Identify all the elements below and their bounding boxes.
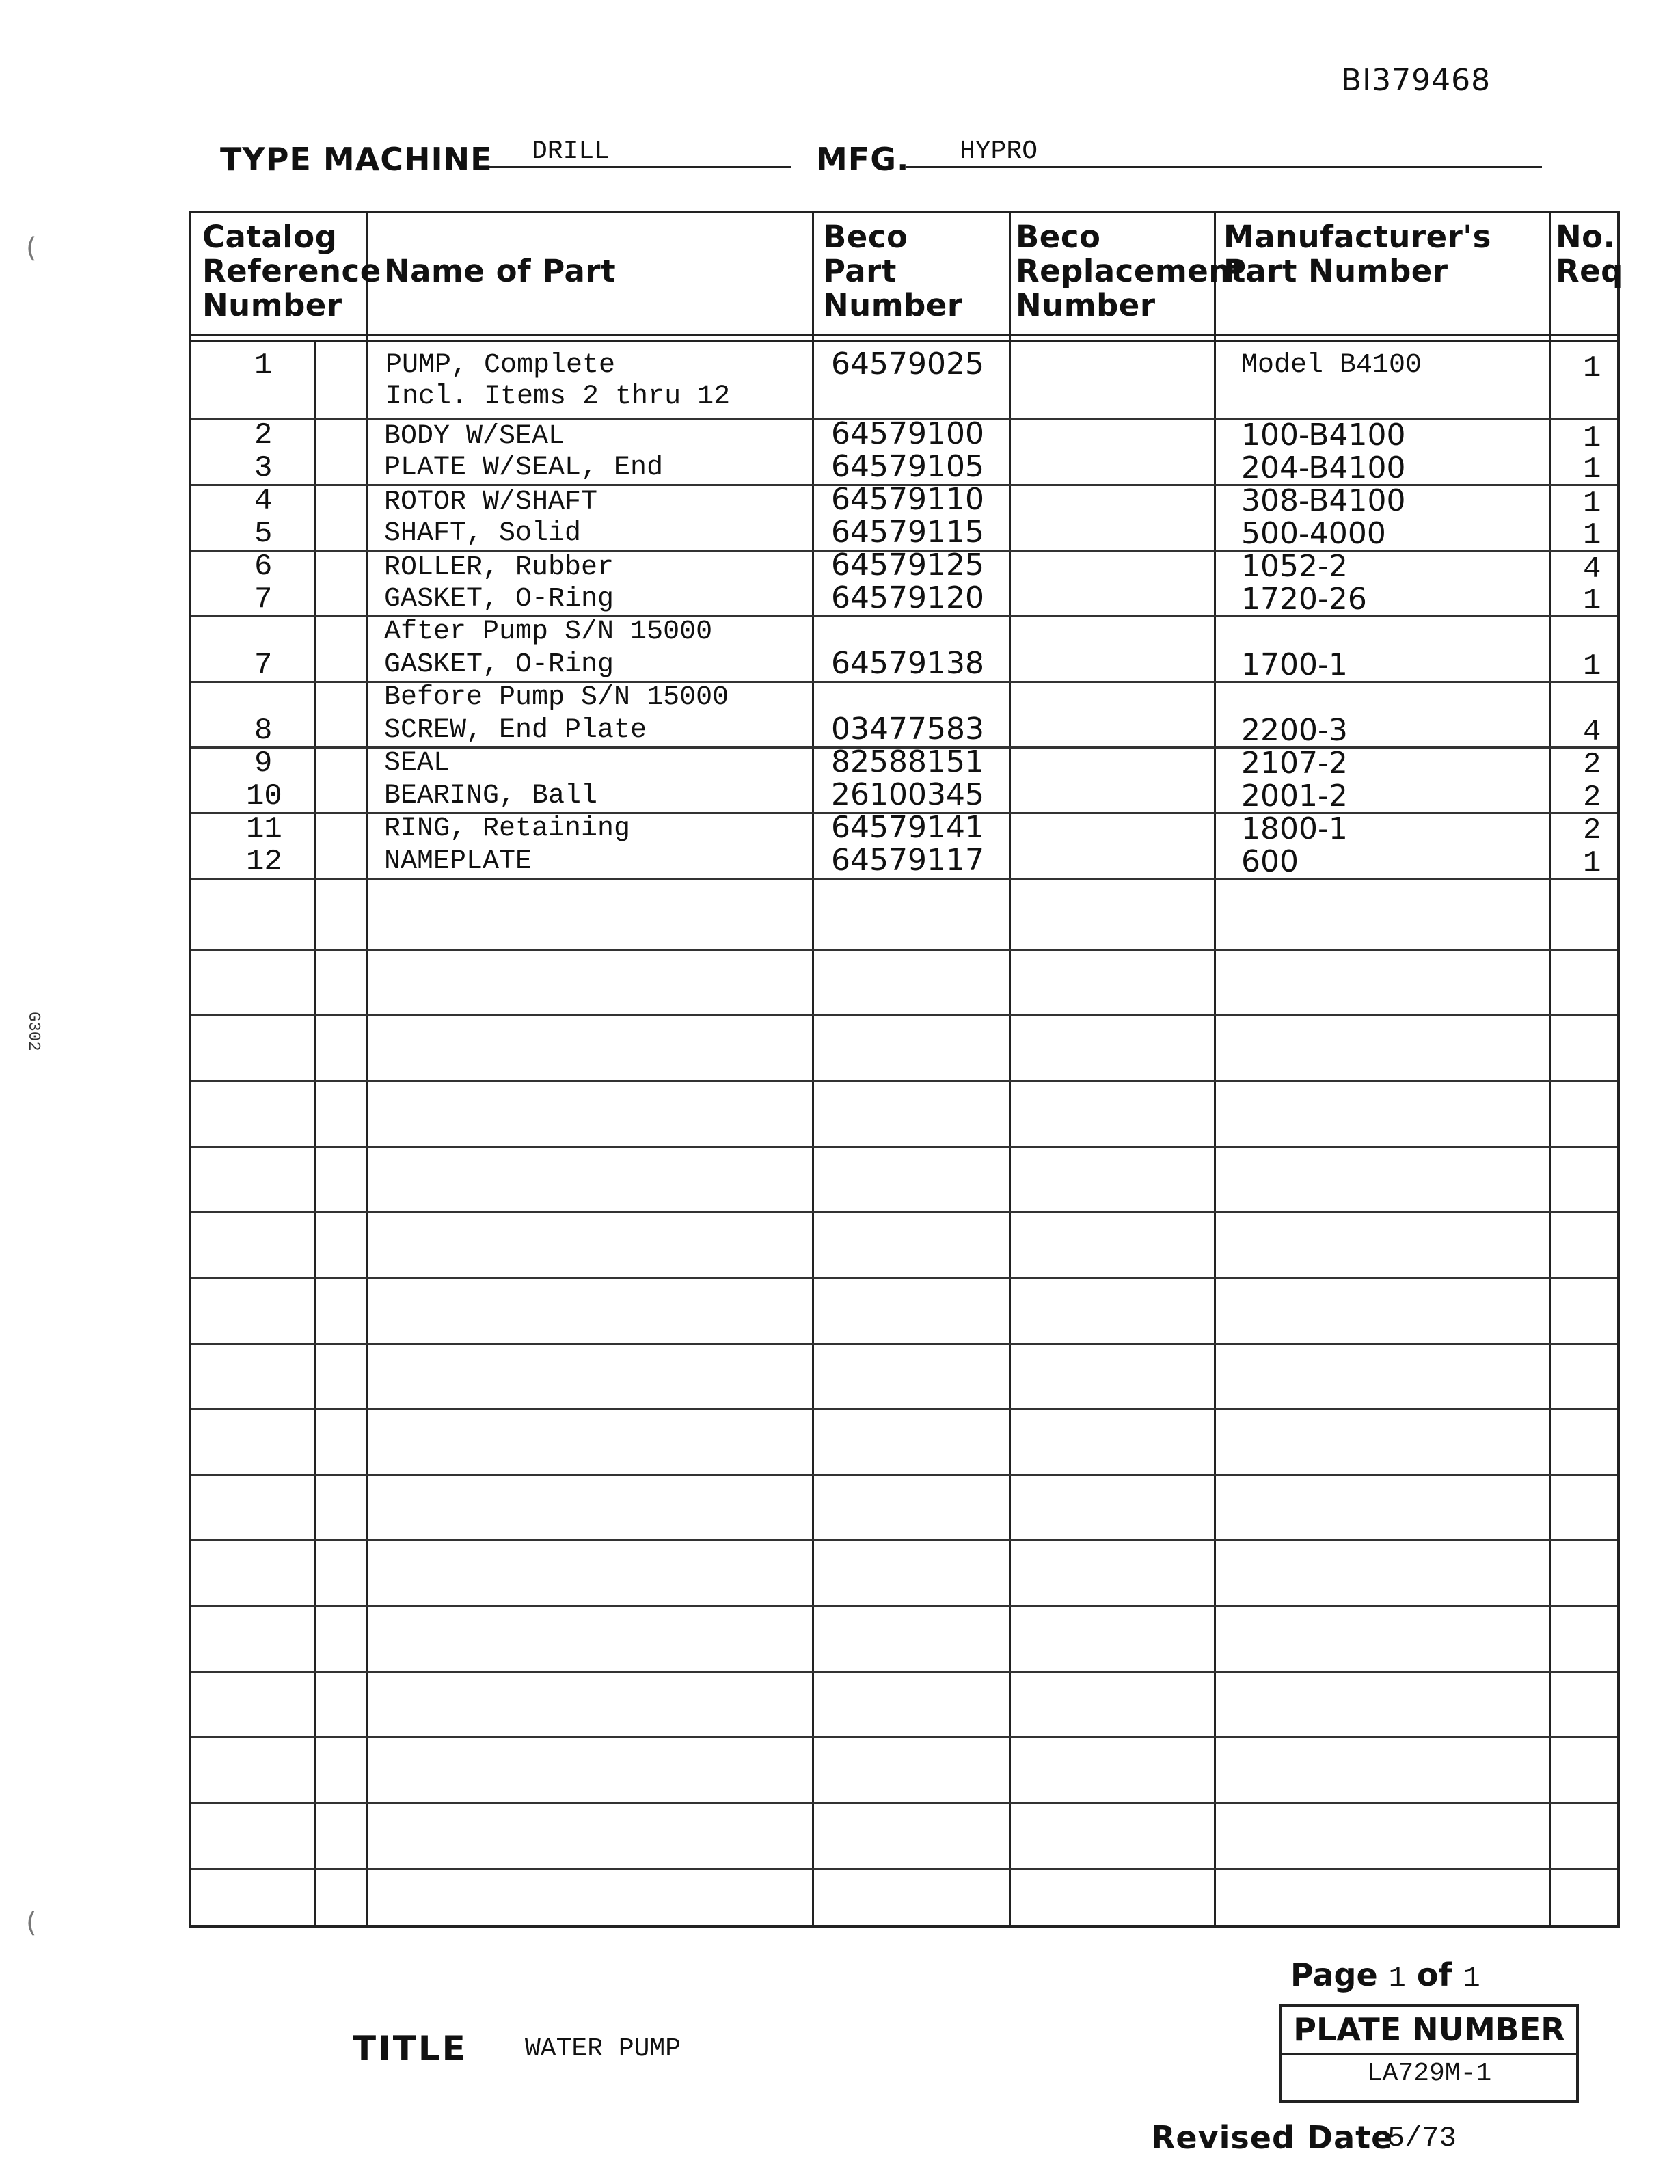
- row-15-mfr: 600: [1241, 844, 1299, 879]
- row-4-ref: 4: [254, 484, 273, 518]
- row-14-ref: 11: [246, 812, 282, 846]
- plate-number-label: PLATE NUMBER: [1282, 2007, 1576, 2055]
- title-value: WATER PUMP: [525, 2034, 681, 2064]
- row-1-mfr: Model B4100: [1241, 350, 1422, 381]
- header-rule-2: [191, 340, 1617, 342]
- row-9-beco: 64579138: [831, 646, 984, 681]
- header-catalog-ref: Catalog Reference Number: [202, 219, 381, 323]
- row-3-mfr: 204-B4100: [1241, 450, 1406, 485]
- row-15-qty: 1: [1583, 846, 1601, 880]
- parts-table: [189, 211, 1623, 1928]
- row-4-name: ROTOR W/SHAFT: [384, 487, 598, 517]
- row-4-qty: 1: [1583, 487, 1601, 521]
- row-14-qty: 2: [1583, 813, 1601, 848]
- page-current: 1: [1388, 1962, 1406, 1995]
- mfg-value: HYPRO: [960, 137, 1038, 166]
- row-14-mfr: 1800-1: [1241, 811, 1348, 846]
- row-12-name: SEAL: [384, 748, 450, 779]
- header-beco-replacement: Beco Replacement Number: [1016, 219, 1246, 323]
- row-line: [191, 1671, 1617, 1673]
- row-line: [191, 1014, 1617, 1016]
- row-1-name-line1: PUMP, Complete: [385, 350, 616, 381]
- row-13-mfr: 2001-2: [1241, 779, 1348, 813]
- col-divider-mfr: [1214, 213, 1216, 1925]
- side-mark: G302: [24, 1012, 42, 1051]
- header-name-of-part: Name of Part: [384, 253, 617, 289]
- row-11-name: SCREW, End Plate: [384, 715, 647, 746]
- row-13-name: BEARING, Ball: [384, 781, 598, 811]
- row-5-ref: 5: [254, 517, 273, 551]
- row-11-ref: 8: [254, 714, 273, 748]
- row-line: [191, 1080, 1617, 1082]
- row-9-ref: 7: [254, 648, 273, 682]
- document-id: BI379468: [1341, 63, 1491, 98]
- row-12-beco: 82588151: [831, 744, 984, 779]
- row-line: [191, 1539, 1617, 1541]
- page-total: 1: [1463, 1962, 1480, 1995]
- row-3-qty: 1: [1583, 453, 1601, 487]
- row-2-qty: 1: [1583, 421, 1601, 455]
- row-14-beco: 64579141: [831, 810, 984, 845]
- row-line: [191, 1474, 1617, 1476]
- row-9-name: GASKET, O-Ring: [384, 649, 614, 680]
- row-line: [191, 1868, 1617, 1870]
- row-11-mfr: 2200-3: [1241, 713, 1348, 748]
- row-2-name: BODY W/SEAL: [384, 421, 565, 452]
- row-note-before: Before Pump S/N 15000: [384, 682, 729, 713]
- header-mfr-part: Manufacturer's Part Number: [1223, 219, 1491, 289]
- margin-mark-bottom: (: [26, 1907, 37, 1939]
- row-5-mfr: 500-4000: [1241, 516, 1386, 551]
- row-3-beco: 64579105: [831, 449, 984, 484]
- row-line: [191, 1802, 1617, 1804]
- row-4-beco: 64579110: [831, 482, 984, 517]
- row-7-name: GASKET, O-Ring: [384, 584, 614, 615]
- row-7-qty: 1: [1583, 584, 1601, 618]
- row-1-name-line2: Incl. Items 2 thru 12: [385, 381, 731, 412]
- row-6-beco: 64579125: [831, 548, 984, 582]
- plate-number-value: LA729M-1: [1366, 2059, 1492, 2088]
- row-2-mfr: 100-B4100: [1241, 418, 1406, 453]
- row-7-mfr: 1720-26: [1241, 582, 1367, 617]
- type-machine-value: DRILL: [532, 137, 610, 166]
- row-line: [191, 1408, 1617, 1410]
- row-note-after: After Pump S/N 15000: [384, 617, 713, 647]
- page-indicator: Page 1 of 1: [1290, 1956, 1480, 1995]
- row-5-qty: 1: [1583, 518, 1601, 552]
- row-15-name: NAMEPLATE: [384, 846, 532, 877]
- row-line: [191, 1277, 1617, 1279]
- row-11-qty: 4: [1583, 715, 1601, 749]
- row-3-ref: 3: [254, 451, 273, 485]
- row-5-beco: 64579115: [831, 515, 984, 550]
- row-13-ref: 10: [246, 779, 282, 813]
- row-14-name: RING, Retaining: [384, 813, 631, 844]
- row-13-beco: 26100345: [831, 777, 984, 812]
- row-12-mfr: 2107-2: [1241, 746, 1348, 781]
- row-4-mfr: 308-B4100: [1241, 483, 1406, 518]
- margin-mark-top: (: [26, 232, 37, 264]
- revised-date-label: Revised Date: [1151, 2119, 1394, 2156]
- title-label: TITLE: [353, 2029, 468, 2068]
- row-15-beco: 64579117: [831, 843, 984, 878]
- row-9-mfr: 1700-1: [1241, 647, 1348, 682]
- row-line: [191, 1211, 1617, 1213]
- row-line: [191, 1146, 1617, 1148]
- row-12-ref: 9: [254, 746, 273, 781]
- row-6-name: ROLLER, Rubber: [384, 552, 614, 583]
- row-line: [191, 1343, 1617, 1345]
- row-line: [191, 878, 1617, 880]
- col-divider-ref-sub: [314, 340, 316, 1925]
- row-line: [191, 1736, 1617, 1738]
- col-divider-qty: [1549, 213, 1551, 1925]
- row-2-ref: 2: [254, 418, 273, 453]
- row-6-ref: 6: [254, 550, 273, 584]
- header-beco-part: Beco Part Number: [823, 219, 963, 323]
- type-machine-line: [489, 166, 791, 168]
- row-1-beco: 64579025: [831, 347, 984, 381]
- row-6-mfr: 1052-2: [1241, 549, 1348, 584]
- row-15-ref: 12: [246, 845, 282, 879]
- row-5-name: SHAFT, Solid: [384, 518, 582, 549]
- row-line: [191, 1605, 1617, 1607]
- row-12-qty: 2: [1583, 748, 1601, 782]
- row-11-beco: 03477583: [831, 712, 984, 746]
- header-rule: [191, 334, 1617, 336]
- header-no-req: No. Req: [1556, 219, 1623, 289]
- col-divider-replacement: [1009, 213, 1011, 1925]
- col-divider-beco: [812, 213, 814, 1925]
- plate-number-box: [1279, 2004, 1579, 2103]
- row-13-qty: 2: [1583, 781, 1601, 815]
- row-line: [191, 949, 1617, 951]
- row-1-ref: 1: [254, 349, 273, 383]
- mfg-label: MFG.: [816, 141, 910, 178]
- mfg-line: [906, 166, 1542, 168]
- row-3-name: PLATE W/SEAL, End: [384, 453, 664, 483]
- row-7-beco: 64579120: [831, 580, 984, 615]
- row-2-beco: 64579100: [831, 416, 984, 451]
- row-9-qty: 1: [1583, 649, 1601, 684]
- row-1-qty: 1: [1583, 351, 1601, 386]
- row-6-qty: 4: [1583, 552, 1601, 587]
- revised-date-value: 5/73: [1387, 2122, 1457, 2155]
- type-machine-label: TYPE MACHINE: [220, 141, 493, 178]
- row-7-ref: 7: [254, 582, 273, 617]
- col-divider-name: [366, 213, 368, 1925]
